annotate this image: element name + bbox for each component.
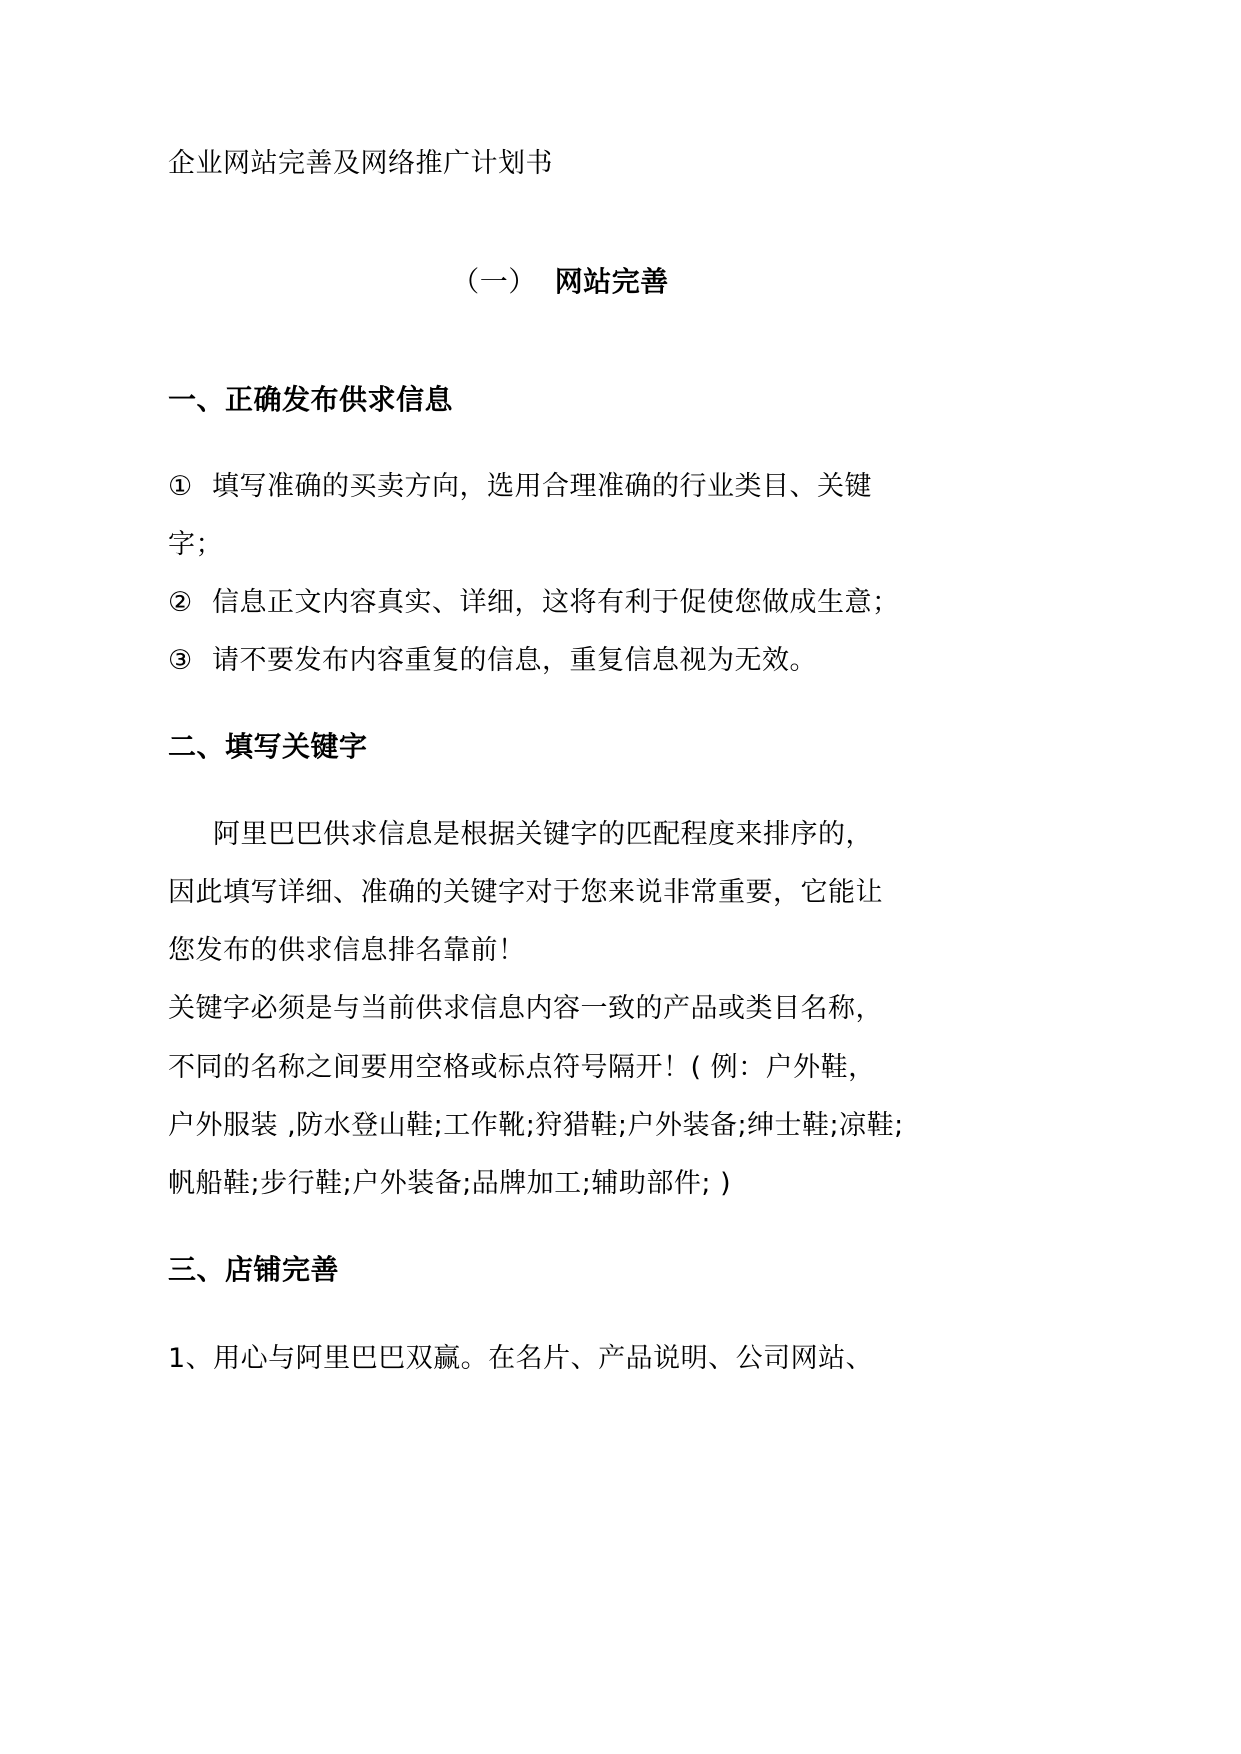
list-item-text: 请不要发布内容重复的信息，重复信息视为无效。: [212, 645, 817, 676]
section-heading: [0, 262, 1110, 302]
list-item: [168, 641, 817, 681]
paragraph-line: 您发布的供求信息排名靠前！: [168, 935, 526, 966]
paragraph-line: 帆船鞋;步行鞋;户外装备;品牌加工;辅助部件; ): [168, 1168, 732, 1199]
document-title: 企业网站完善及网络推广计划书: [168, 148, 553, 179]
section-title: 网站完善: [554, 265, 669, 298]
list-item-text: 填写准确的买卖方向，选用合理准确的行业类目、关键: [212, 471, 872, 502]
paragraph-line: 关键字必须是与当前供求信息内容一致的产品或类目名称，: [168, 993, 883, 1024]
paragraph-line: 1、用心与阿里巴巴双赢。在名片、产品说明、公司网站、: [168, 1343, 874, 1374]
list-item: [168, 467, 872, 507]
heading-2: 二、填写关键字: [168, 730, 368, 763]
section-number: （一）: [451, 265, 537, 298]
list-marker: ③: [168, 645, 193, 676]
heading-1: 一、正确发布供求信息: [168, 383, 454, 416]
list-marker: ②: [168, 587, 193, 618]
paragraph-line: 阿里巴巴供求信息是根据关键字的匹配程度来排序的，: [213, 819, 873, 850]
paragraph-line: 因此填写详细、准确的关键字对于您来说非常重要，它能让: [168, 877, 883, 908]
paragraph-line: 不同的名称之间要用空格或标点符号隔开！( 例：户外鞋，: [168, 1052, 876, 1083]
paragraph-line: 户外服装 ,防水登山鞋;工作靴;狩猎鞋;户外装备;绅士鞋;凉鞋;: [168, 1110, 904, 1141]
list-item-text: 信息正文内容真实、详细，这将有利于促使您做成生意；: [212, 587, 900, 618]
list-marker: ①: [168, 471, 193, 502]
list-item: [168, 583, 900, 623]
heading-3: 三、店铺完善: [168, 1253, 340, 1286]
list-item-continuation: 字；: [168, 529, 223, 560]
